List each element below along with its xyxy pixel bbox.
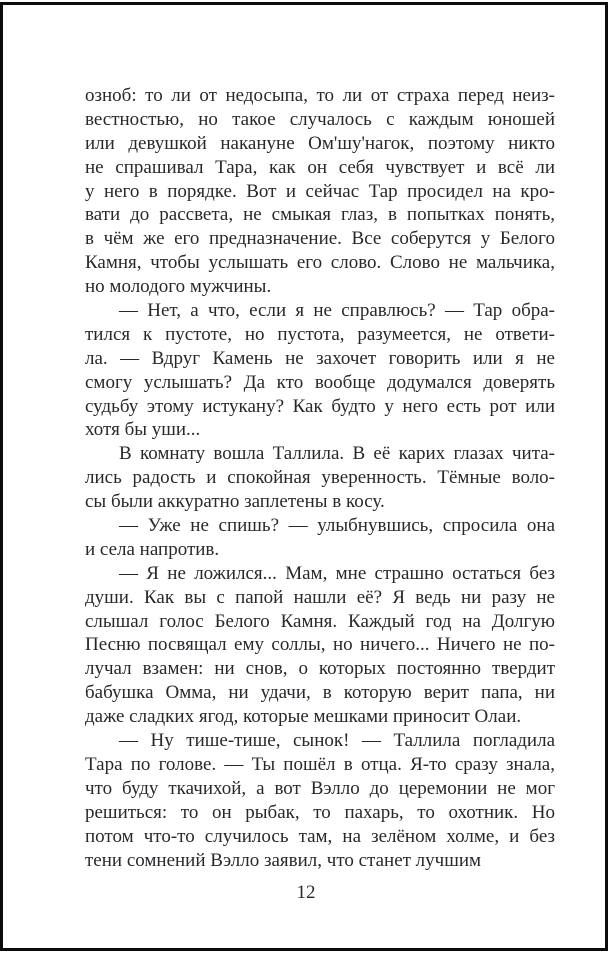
text-line: слышал голос Белого Камня. Каждый год на Долгую [85,610,555,632]
text-line: не спрашивал Тара, как он себя чувствует и всё ли [85,156,555,178]
text-block [85,84,555,872]
text-line: — Я не ложился... Мам, мне страшно остаться без [119,562,555,584]
text-line: потом что-то случилось там, на зелёном холме, и без [85,825,555,847]
text-line: вестностью, но такое случалось с каждым юношей [85,108,555,130]
text-line: у него в порядке. Вот и сейчас Тар просидел на кро- [85,180,555,202]
text-line: — Уже не спишь? — улыбнувшись, спросила она [119,515,555,537]
text-line: Тара по голове. — Ты пошёл в отца. Я-то сразу знала, [85,753,555,775]
text-line: смогу услышать? Да кто вообще додумался доверять [85,371,555,393]
text-line: и села напротив. [85,538,220,560]
text-line: души. Как вы с папой нашли её? Я ведь ни разу не [85,586,555,608]
text-line: ла. — Вдруг Камень не захочет говорить или я не [85,347,555,369]
text-line: лись радость и спокойная уверенность. Тёмные воло- [85,467,555,489]
text-line: даже сладких ягод, которые мешками приносит Олаи. [85,706,522,728]
text-line: что буду ткачихой, а вот Вэлло до церемонии не мог [85,777,555,799]
text-line: бабушка Омма, ни удачи, в которую верит папа, ни [85,682,555,704]
text-line: хотя бы уши... [85,419,201,441]
text-line: лучал взамен: ни снов, о которых постоянно твердит [85,658,555,680]
text-line: решиться: то он рыбак, то пахарь, то охотник. Но [85,801,555,823]
text-line: — Нет, а что, если я не справлюсь? — Тар обра- [119,300,555,322]
text-line: судьбу этому истукану? Как будто у него есть рот или [85,395,555,417]
text-line: В комнату вошла Таллила. В её карих глазах чита- [119,443,555,465]
text-line: — Ну тише-тише, сынок! — Таллила погладила [119,730,555,752]
text-line: но молодого мужчины. [85,276,272,298]
text-line: озноб: то ли от недосыпа, то ли от страха перед неиз- [85,85,555,106]
text-line: или девушкой накануне Ом'шу'нагок, поэтому никто [85,132,555,154]
text-line: Песню посвящал ему соллы, но ничего... Ничего не по- [85,634,555,656]
text-line: тени сомнений Вэлло заявил, что станет лучшим [85,849,482,871]
page-number: 12 [296,882,316,903]
text-line: сы были аккуратно заплетены в косу. [85,491,385,513]
text-line: тился к пустоте, но пустота, разумеется, не ответи- [85,323,555,345]
text-line: Камня, чтобы услышать его слово. Слово не мальчика, [85,252,555,274]
text-line: вати до рассвета, не смыкая глаз, в попытках понять, [85,204,555,226]
text-line: в чём же его предназначение. Все соберутся у Белого [85,228,555,250]
